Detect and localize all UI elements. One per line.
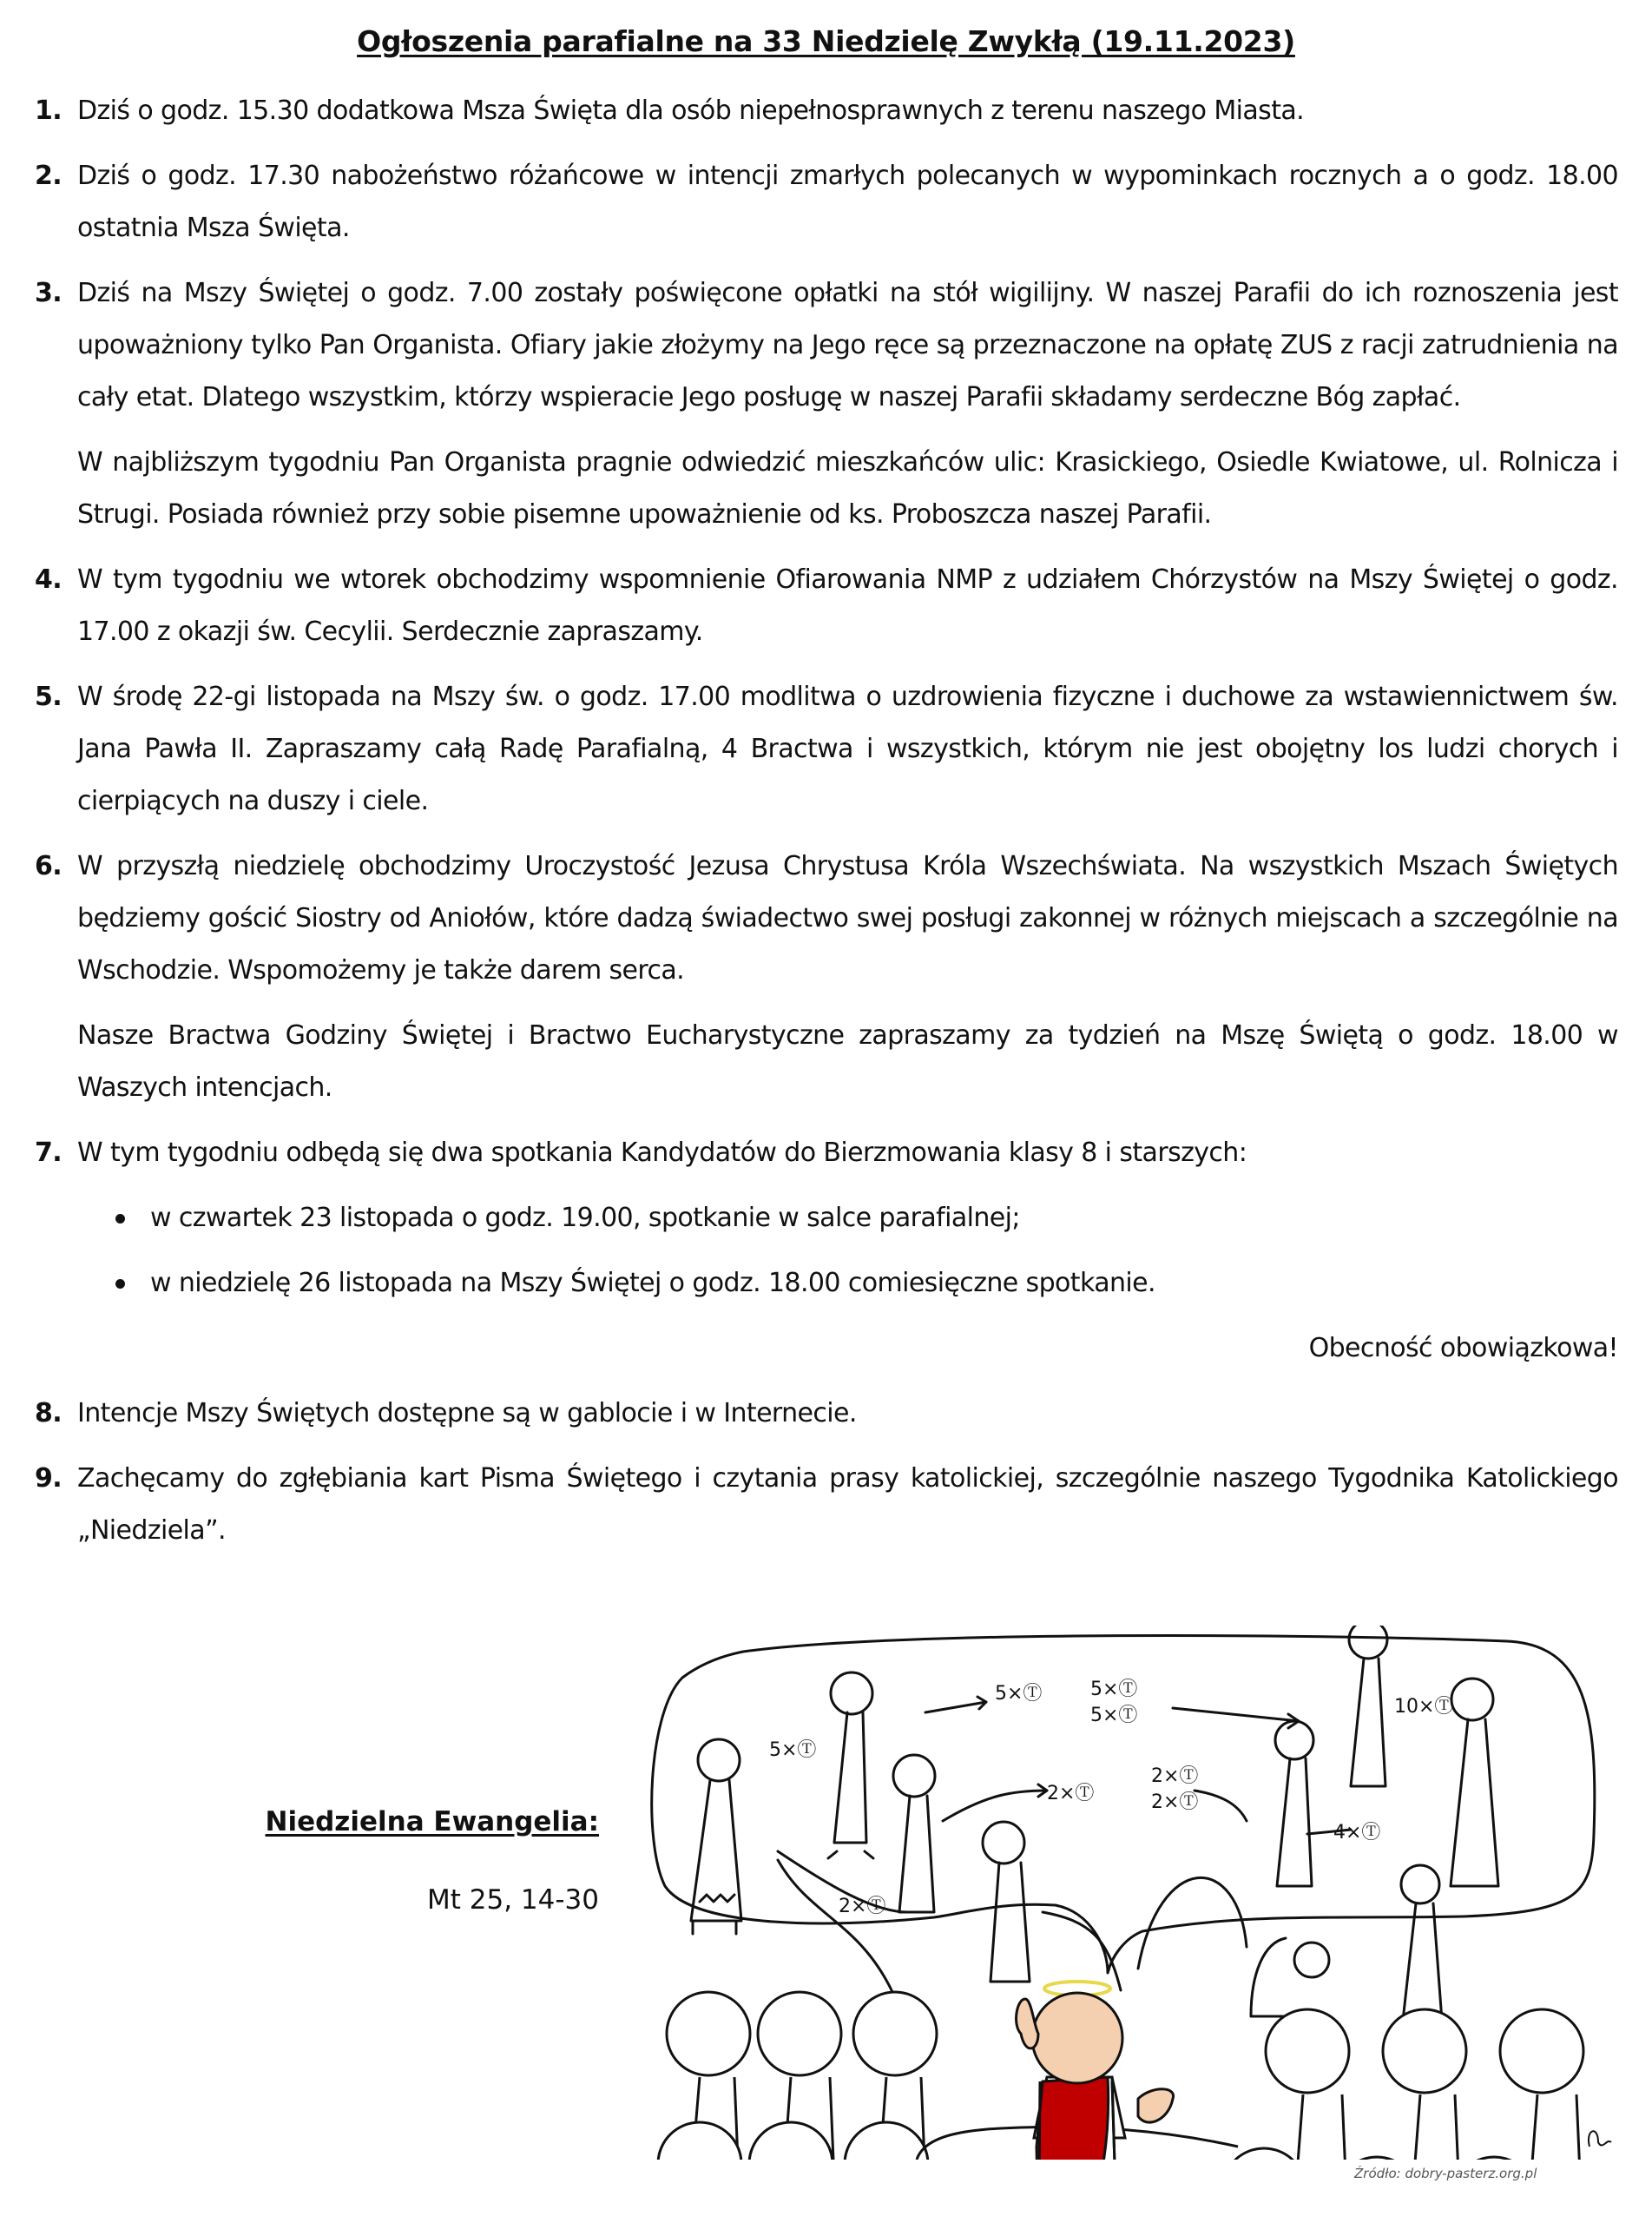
- talent-label: 2×Ⓣ: [1151, 1765, 1199, 1787]
- talent-label: 5×Ⓣ: [1090, 1705, 1138, 1726]
- bullet-text: w niedzielę 26 listopada na Mszy Świętej o godz. 18.00 comiesięczne spotkanie.: [150, 1268, 1155, 1298]
- announcement-item: [35, 1127, 1618, 1375]
- servant-figure-icon: [1275, 1721, 1313, 1886]
- listener-figure-icon: [1500, 2009, 1594, 2160]
- talent-label: 2×Ⓣ: [1047, 1783, 1095, 1804]
- master-figure-icon: [1451, 1679, 1498, 1886]
- item-number: 3.: [35, 278, 63, 308]
- item-number: 6.: [35, 851, 63, 881]
- servant-figure-icon: [983, 1822, 1030, 1982]
- item-text: W środę 22-gi listopada na Mszy św. o godz. 17.00 modlitwa o uzdrowienia fizyczne i duchowe za wstawiennictwem św. Jana Pawła II. Zapraszamy całą Radę Parafialną, 4 Bractwa i wszystkich, którym nie jest obojętny los ludzi chorych i cierpiących na duszy i ciele.: [77, 682, 1618, 816]
- listener-figure-icon: [1383, 2009, 1472, 2160]
- item-text: Dziś o godz. 17.30 nabożeństwo różańcowe w intencji zmarłych polecanych w wypominkach rocznych a o godz. 18.00 ostatnia Msza Święta.: [77, 161, 1618, 243]
- item-number: 5.: [35, 682, 63, 712]
- item-text: Dziś o godz. 15.30 dodatkowa Msza Święta dla osób niepełnosprawnych z terenu naszego Miasta.: [77, 96, 1305, 126]
- announcement-item: [35, 1388, 1618, 1440]
- announcement-item: [35, 85, 1618, 137]
- gospel-heading: Niedzielna Ewangelia:: [265, 1806, 599, 1837]
- talent-label: 5×Ⓣ: [769, 1739, 817, 1761]
- gospel-reference: Mt 25, 14-30: [427, 1884, 599, 1916]
- listener-figure-icon: [1266, 2009, 1359, 2160]
- servant-figure-icon: [1251, 1938, 1329, 2016]
- servant-figure-icon: [893, 1755, 935, 1912]
- image-source: Źródło: dobry-pasterz.org.pl: [1354, 2166, 1537, 2181]
- announcement-item: [35, 671, 1618, 828]
- item-text: W tym tygodniu we wtorek obchodzimy wspomnienie Ofiarowania NMP z udziałem Chórzystów na Mszy Świętej o godz. 17.00 z okazji św. Cecylii. Serdecznie zapraszamy.: [77, 564, 1618, 647]
- parable-illustration: [639, 1626, 1629, 2160]
- item-text: Zachęcamy do zgłębiania kart Pisma Świętego i czytania prasy katolickiej, szczególnie naszego Tygodnika Katolickiego „Niedziela”.: [77, 1463, 1618, 1546]
- talent-label: 5×Ⓣ: [995, 1683, 1043, 1705]
- item-text: W przyszłą niedzielę obchodzimy Uroczystość Jezusa Chrystusa Króla Wszechświata. Na wszystkich Mszach Świętych będziemy gościć Siostry od Aniołów, które dadzą świadectwo swej posługi zakonnej w różnych miejscach a szczególnie na Wschodzie. Wspomożemy je także darem serca.: [77, 851, 1618, 986]
- announcement-item: [35, 554, 1618, 658]
- talent-label: 5×Ⓣ: [1090, 1679, 1138, 1700]
- item-number: 9.: [35, 1463, 63, 1494]
- item-text: W najbliższym tygodniu Pan Organista pragnie odwiedzić mieszkańców ulic: Krasickiego, Osiedle Kwiatowe, ul. Rolnicza i Strugi. Posiada również przy sobie pisemne upoważnienie od ks. Proboszcza naszej Parafii.: [77, 447, 1618, 530]
- announcement-item: [35, 841, 1618, 1114]
- talent-label: 10×Ⓣ: [1394, 1696, 1454, 1718]
- servant-figure-icon: [1349, 1626, 1387, 1786]
- item-text: Intencje Mszy Świętych dostępne są w gablocie i w Internecie.: [77, 1398, 857, 1428]
- item-number: 7.: [35, 1138, 63, 1168]
- talent-label: 2×Ⓣ: [839, 1896, 886, 1917]
- bullet-icon: [115, 1279, 125, 1289]
- item-number: 1.: [35, 96, 63, 126]
- attendance-note: Obecność obowiązkowa!: [1308, 1333, 1618, 1363]
- page-title: Ogłoszenia parafialne na 33 Niedzielę Zwykłą (19.11.2023): [357, 24, 1295, 58]
- master-figure-icon: [691, 1739, 741, 1934]
- talent-label: 2×Ⓣ: [1151, 1791, 1199, 1813]
- bullet-list: [77, 1192, 1618, 1309]
- signature-icon: [1589, 2131, 1611, 2147]
- bullet-text: w czwartek 23 listopada o godz. 19.00, spotkanie w salce parafialnej;: [150, 1203, 1020, 1233]
- item-number: 4.: [35, 564, 63, 595]
- announcement-item: [35, 267, 1618, 541]
- announcement-item: [35, 150, 1618, 254]
- item-text: W tym tygodniu odbędą się dwa spotkania Kandydatów do Bierzmowania klasy 8 i starszych:: [77, 1138, 1247, 1168]
- bullet-item: [77, 1192, 1618, 1244]
- item-text: Nasze Bractwa Godziny Świętej i Bractwo Eucharystyczne zapraszamy za tydzień na Mszę Świętą o godz. 18.00 w Waszych intencjach.: [77, 1020, 1618, 1103]
- master-figure-icon: [1401, 1865, 1442, 2021]
- item-number: 2.: [35, 161, 63, 191]
- item-number: 8.: [35, 1398, 63, 1428]
- servant-figure-icon: [828, 1672, 873, 1858]
- announcement-item: [35, 1453, 1618, 1557]
- bullet-icon: [115, 1214, 125, 1224]
- talent-label: 4×Ⓣ: [1333, 1822, 1381, 1844]
- announcements-list: [35, 85, 1618, 1570]
- item-text: Dziś na Mszy Świętej o godz. 7.00 zostały poświęcone opłatki na stół wigilijny. W naszej Parafii do ich roznoszenia jest upoważniony tylko Pan Organista. Ofiary jakie złożymy na Jego ręce są przeznaczone na opłatę ZUS z racji zatrudnienia na cały etat. Dlatego wszystkim, którzy wspieracie Jego posługę w naszej Parafii składamy serdeczne Bóg zapłać.: [77, 278, 1618, 412]
- bullet-item: [77, 1257, 1618, 1309]
